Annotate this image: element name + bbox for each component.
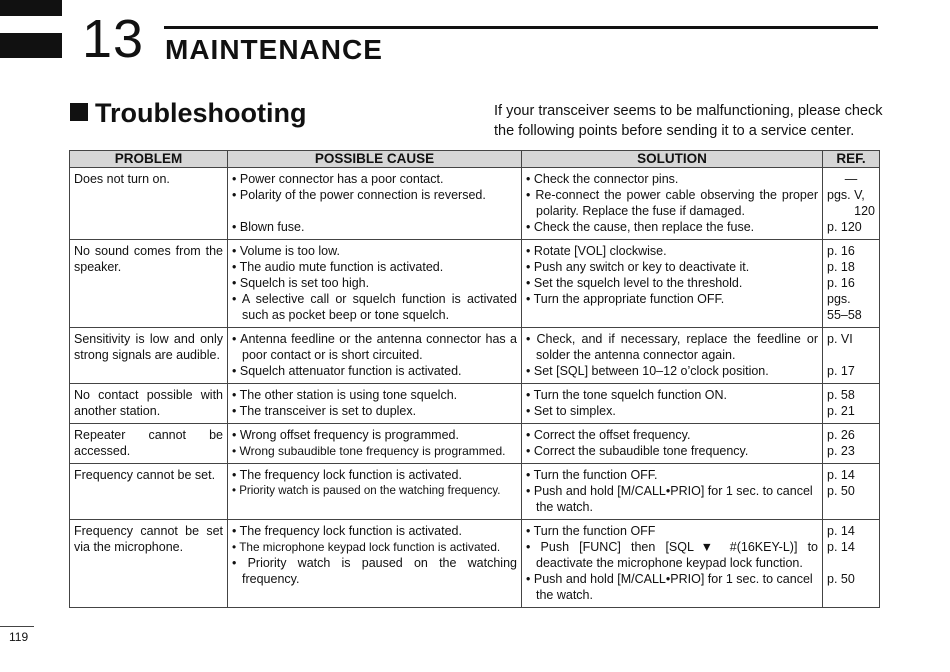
- ref-item: p. 50: [827, 484, 855, 498]
- square-bullet-icon: [70, 103, 88, 121]
- chapter-tab-marker: [0, 0, 62, 16]
- page-number: 119: [9, 630, 29, 644]
- chapter-title: MAINTENANCE: [165, 34, 383, 65]
- ref-item: pgs.: [827, 292, 851, 306]
- troubleshooting-table: [69, 150, 880, 608]
- ref-item: p. 120: [827, 220, 862, 234]
- cause-item: • Blown fuse.: [232, 220, 305, 234]
- cause-item: • The frequency lock function is activated.: [232, 468, 462, 482]
- cause-item: • Priority watch is paused on the watching frequency.: [232, 485, 501, 497]
- problem-cell: Repeater cannot be accessed.: [70, 424, 228, 464]
- chapter-rule: [164, 26, 878, 29]
- ref-item: 120: [854, 204, 875, 218]
- cause-item: • Priority watch is paused on the watching frequency.: [232, 556, 517, 586]
- header-ref: REF.: [823, 151, 880, 168]
- ref-item: p. 58: [827, 388, 855, 402]
- solution-item: • Turn the function OFF.: [526, 468, 658, 482]
- ref-cell: [823, 168, 880, 240]
- ref-item: 55–58: [827, 308, 862, 322]
- solution-cell: [522, 520, 823, 608]
- chapter-number: 13: [82, 9, 145, 69]
- ref-item: pgs. V,: [827, 188, 865, 202]
- cause-cell: [228, 520, 522, 608]
- solution-item: • Turn the function OFF: [526, 524, 656, 538]
- section-title: Troubleshooting: [95, 98, 307, 128]
- table-row: [70, 384, 880, 424]
- cause-cell: [228, 384, 522, 424]
- header-possible-cause: POSSIBLE CAUSE: [228, 151, 522, 168]
- cause-item: • The transceiver is set to duplex.: [232, 404, 417, 418]
- solution-item: • Re-connect the power cable observing the proper polarity. Replace the fuse if damaged.: [526, 188, 818, 218]
- solution-item: • Push [FUNC] then [SQL▼ #(16KEY-L)] to deactivate the microphone keypad lock function.: [526, 540, 818, 570]
- solution-item: • Check the cause, then replace the fuse.: [526, 220, 755, 234]
- ref-cell: [823, 240, 880, 328]
- ref-item: p. 26: [827, 428, 855, 442]
- solution-cell: [522, 424, 823, 464]
- solution-item: • Set the squelch level to the threshold.: [526, 276, 743, 290]
- ref-item: —: [844, 172, 858, 186]
- table-row: [70, 240, 880, 328]
- ref-cell: [823, 328, 880, 384]
- ref-item: p. 14: [827, 468, 855, 482]
- problem-cell: Frequency cannot be set via the microphone.: [70, 520, 228, 608]
- intro-paragraph: If your transceiver seems to be malfunctioning, please check the following points before sending it to a service center.: [494, 103, 883, 139]
- cause-cell: [228, 328, 522, 384]
- ref-cell: [823, 520, 880, 608]
- table-row: [70, 424, 880, 464]
- ref-item: p. 50: [827, 572, 855, 586]
- problem-cell: No contact possible with another station.: [70, 384, 228, 424]
- header-solution: SOLUTION: [522, 151, 823, 168]
- cause-item: • Antenna feedline or the antenna connector has a poor contact or is short circuited.: [232, 332, 518, 362]
- cause-item: • Squelch is set too high.: [232, 276, 370, 290]
- cause-item: • The frequency lock function is activated.: [232, 524, 462, 538]
- solution-cell: [522, 328, 823, 384]
- problem-cell: Does not turn on.: [70, 168, 228, 240]
- cause-item: • The microphone keypad lock function is activated.: [232, 540, 501, 554]
- table-row: [70, 328, 880, 384]
- cause-item: • A selective call or squelch function is activated such as pocket beep or tone squelch.: [232, 292, 517, 322]
- chapter-tab-marker: [0, 33, 62, 58]
- solution-cell: [522, 464, 823, 520]
- footer-rule: [0, 626, 34, 627]
- ref-item: p. 17: [827, 364, 855, 378]
- ref-item: p. 16: [827, 276, 855, 290]
- solution-item: • Rotate [VOL] clockwise.: [526, 244, 667, 258]
- ref-cell: [823, 464, 880, 520]
- header-problem: PROBLEM: [70, 151, 228, 168]
- cause-cell: [228, 168, 522, 240]
- ref-item: p. 21: [827, 404, 855, 418]
- cause-item: • The audio mute function is activated.: [232, 260, 444, 274]
- solution-item: • Turn the tone squelch function ON.: [526, 388, 728, 402]
- table-row: [70, 168, 880, 240]
- solution-cell: [522, 168, 823, 240]
- ref-cell: [823, 384, 880, 424]
- cause-item: • The other station is using tone squelch.: [232, 388, 458, 402]
- cause-item: • Wrong subaudible tone frequency is programmed.: [232, 444, 506, 458]
- cause-item: • Wrong offset frequency is programmed.: [232, 428, 459, 442]
- problem-cell: Sensitivity is low and only strong signals are audible.: [70, 328, 228, 384]
- table-row: [70, 464, 880, 520]
- solution-cell: [522, 240, 823, 328]
- ref-item: p. 14: [827, 540, 855, 554]
- ref-item: p. 18: [827, 260, 855, 274]
- solution-cell: [522, 384, 823, 424]
- cause-item: • Power connector has a poor contact.: [232, 172, 444, 186]
- ref-item: p. 23: [827, 444, 855, 458]
- table-header-row: [70, 151, 880, 168]
- problem-cell: No sound comes from the speaker.: [70, 240, 228, 328]
- solution-item: • Check, and if necessary, replace the feedline or solder the antenna connector again.: [526, 332, 818, 362]
- solution-item: • Correct the offset frequency.: [526, 428, 691, 442]
- cause-cell: [228, 464, 522, 520]
- cause-item: • Volume is too low.: [232, 244, 340, 258]
- solution-item: • Correct the subaudible tone frequency.: [526, 444, 749, 458]
- ref-item: p. VI: [827, 332, 853, 346]
- solution-item: • Turn the appropriate function OFF.: [526, 292, 725, 306]
- cause-cell: [228, 240, 522, 328]
- ref-cell: [823, 424, 880, 464]
- solution-item: • Set [SQL] between 10–12 o’clock position.: [526, 364, 769, 378]
- ref-item: p. 14: [827, 524, 855, 538]
- problem-cell: Frequency cannot be set.: [70, 464, 228, 520]
- solution-item: • Push and hold [M/CALL•PRIO] for 1 sec. to cancel the watch.: [526, 572, 813, 602]
- ref-item: p. 16: [827, 244, 855, 258]
- section-heading: [70, 98, 306, 129]
- cause-item: • Polarity of the power connection is reversed.: [232, 188, 486, 202]
- table-row: [70, 520, 880, 608]
- cause-item: • Squelch attenuator function is activated.: [232, 364, 462, 378]
- solution-item: • Push and hold [M/CALL•PRIO] for 1 sec. to cancel the watch.: [526, 484, 813, 514]
- cause-cell: [228, 424, 522, 464]
- solution-item: • Set to simplex.: [526, 404, 616, 418]
- solution-item: • Push any switch or key to deactivate it.: [526, 260, 750, 274]
- solution-item: • Check the connector pins.: [526, 172, 679, 186]
